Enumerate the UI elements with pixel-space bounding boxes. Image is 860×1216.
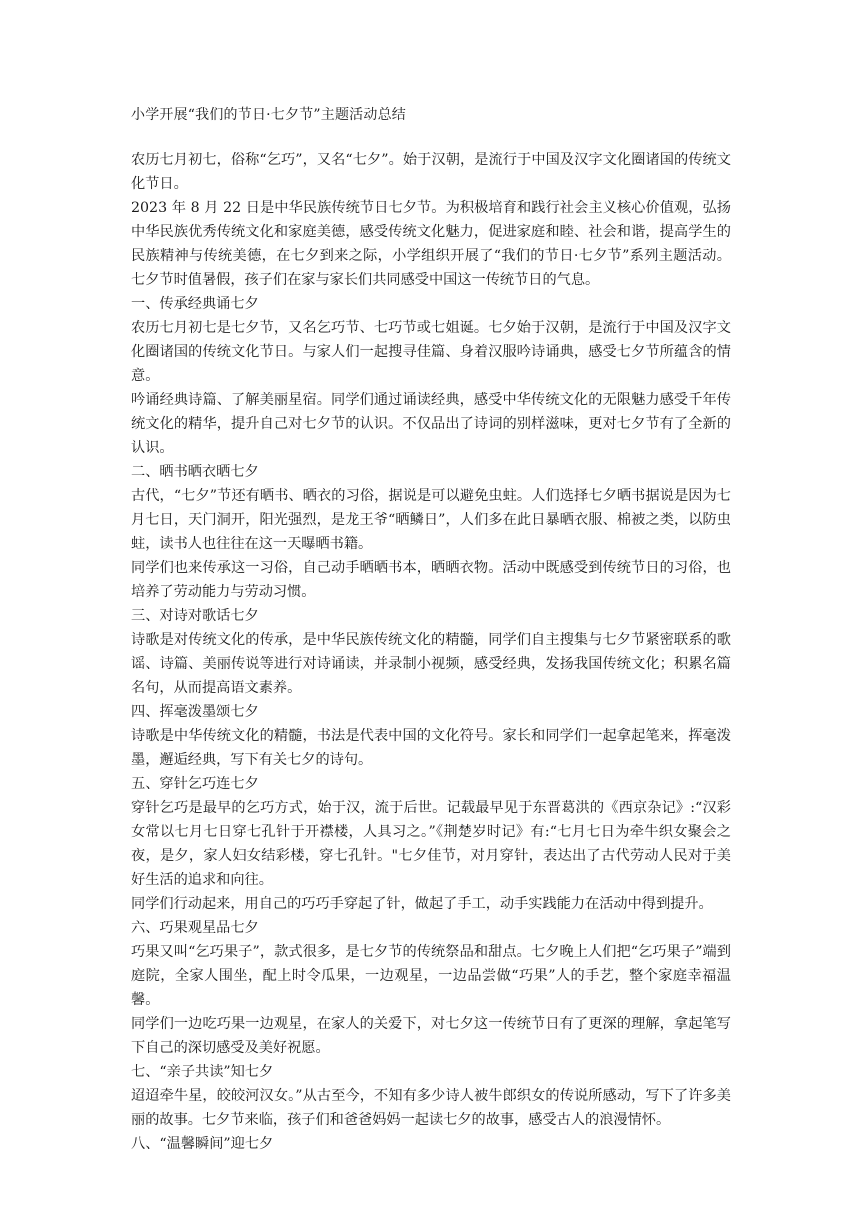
paragraph: 同学们一边吃巧果一边观星，在家人的关爱下，对七夕这一传统节日有了更深的理解，拿起笔写下自己的深切感受及美好祝愿。 <box>131 1016 731 1056</box>
paragraph: 诗歌是对传统文化的传承，是中华民族传统文化的精髓，同学们自主搜集与七夕节紧密联系的歌谣、诗篇、美丽传说等进行对诗诵读，并录制小视频，感受经典，发扬我国传统文化；积累名篇名句，从而提高语文素养。 <box>131 632 731 696</box>
paragraph: 农历七月初七是七夕节，又名乞巧节、七巧节或七姐诞。七夕始于汉朝，是流行于中国及汉字文化圈诸国的传统文化节日。与家人们一起搜寻佳篇、身着汉服吟诗诵典，感受七夕节所蕴含的情意。 <box>131 320 731 384</box>
paragraph: 同学们行动起来，用自己的巧巧手穿起了针，做起了手工，动手实践能力在活动中得到提升。 <box>131 896 713 912</box>
paragraph-background: 2023 年 8 月 22 日是中华民族传统节日七夕节。为积极培育和践行社会主义核心价值观，弘扬中华民族优秀传统文化和家庭美德，感受传统文化魅力，促进家庭和睦、社会和谐，提高学生的民族精神与传统美德，在七夕到来之际，小学组织开展了“我们的节日·七夕节”系列主题活动。七夕节时值暑假，孩子们在家与家长们共同感受中国这一传统节日的气息。 <box>131 200 731 288</box>
paragraph: 迢迢牵牛星，皎皎河汉女。”从古至今，不知有多少诗人被牛郎织女的传说所感动，写下了许多美丽的故事。七夕节来临，孩子们和爸爸妈妈一起读七夕的故事，感受古人的浪漫情怀。 <box>131 1088 731 1128</box>
section-heading-7: 七、“亲子共读”知七夕 <box>131 1064 274 1080</box>
paragraph: 诗歌是中华传统文化的精髓，书法是代表中国的文化符号。家长和同学们一起拿起笔来，挥毫泼墨，邂逅经典，写下有关七夕的诗句。 <box>131 728 731 768</box>
section-heading-8: 八、“温馨瞬间”迎七夕 <box>131 1136 274 1152</box>
document-title: 小学开展“我们的节日·七夕节”主题活动总结 <box>131 107 406 123</box>
paragraph: 同学们也来传承这一习俗，自己动手晒晒书本，晒晒衣物。活动中既感受到传统节日的习俗，也培养了劳动能力与劳动习惯。 <box>131 560 731 600</box>
paragraph: 古代，“七夕”节还有晒书、晒衣的习俗，据说是可以避免虫蛀。人们选择七夕晒书据说是因为七月七日，天门洞开，阳光强烈，是龙王爷“晒鳞日”，人们多在此日暴晒衣服、棉被之类，以防虫蛀，读书人也往往在这一天曝晒书籍。 <box>131 488 731 552</box>
document-body <box>131 148 731 1156</box>
section-heading-4: 四、挥毫泼墨颂七夕 <box>131 704 259 720</box>
section-heading-3: 三、对诗对歌话七夕 <box>131 608 259 624</box>
paragraph: 穿针乞巧是最早的乞巧方式，始于汉，流于后世。记载最早见于东晋葛洪的《西京杂记》:“汉彩女常以七月七日穿七孔针于开襟楼，人具习之。”《荆楚岁时记》有:“七月七日为牵牛织女聚会之夜，是夕，家人妇女结彩楼，穿七孔针。"七夕佳节，对月穿针，表达出了古代劳动人民对于美好生活的追求和向往。 <box>131 800 731 888</box>
section-heading-6: 六、巧果观星品七夕 <box>131 920 259 936</box>
paragraph: 巧果又叫“乞巧果子”，款式很多，是七夕节的传统祭品和甜点。七夕晚上人们把“乞巧果子”端到庭院，全家人围坐，配上时令瓜果，一边观星，一边品尝做“巧果”人的手艺，整个家庭幸福温馨。 <box>131 944 731 1008</box>
section-heading-2: 二、晒书晒衣晒七夕 <box>131 464 259 480</box>
paragraph: 吟诵经典诗篇、了解美丽星宿。同学们通过诵读经典，感受中华传统文化的无限魅力感受千年传统文化的精华，提升自己对七夕节的认识。不仅品出了诗词的别样滋味，更对七夕节有了全新的认识。 <box>131 392 731 456</box>
section-heading-5: 五、穿针乞巧连七夕 <box>131 776 259 792</box>
paragraph-intro: 农历七月初七，俗称“乞巧”，又名“七夕”。始于汉朝，是流行于中国及汉字文化圈诸国的传统文化节日。 <box>131 152 731 192</box>
section-heading-1: 一、传承经典诵七夕 <box>131 296 259 312</box>
